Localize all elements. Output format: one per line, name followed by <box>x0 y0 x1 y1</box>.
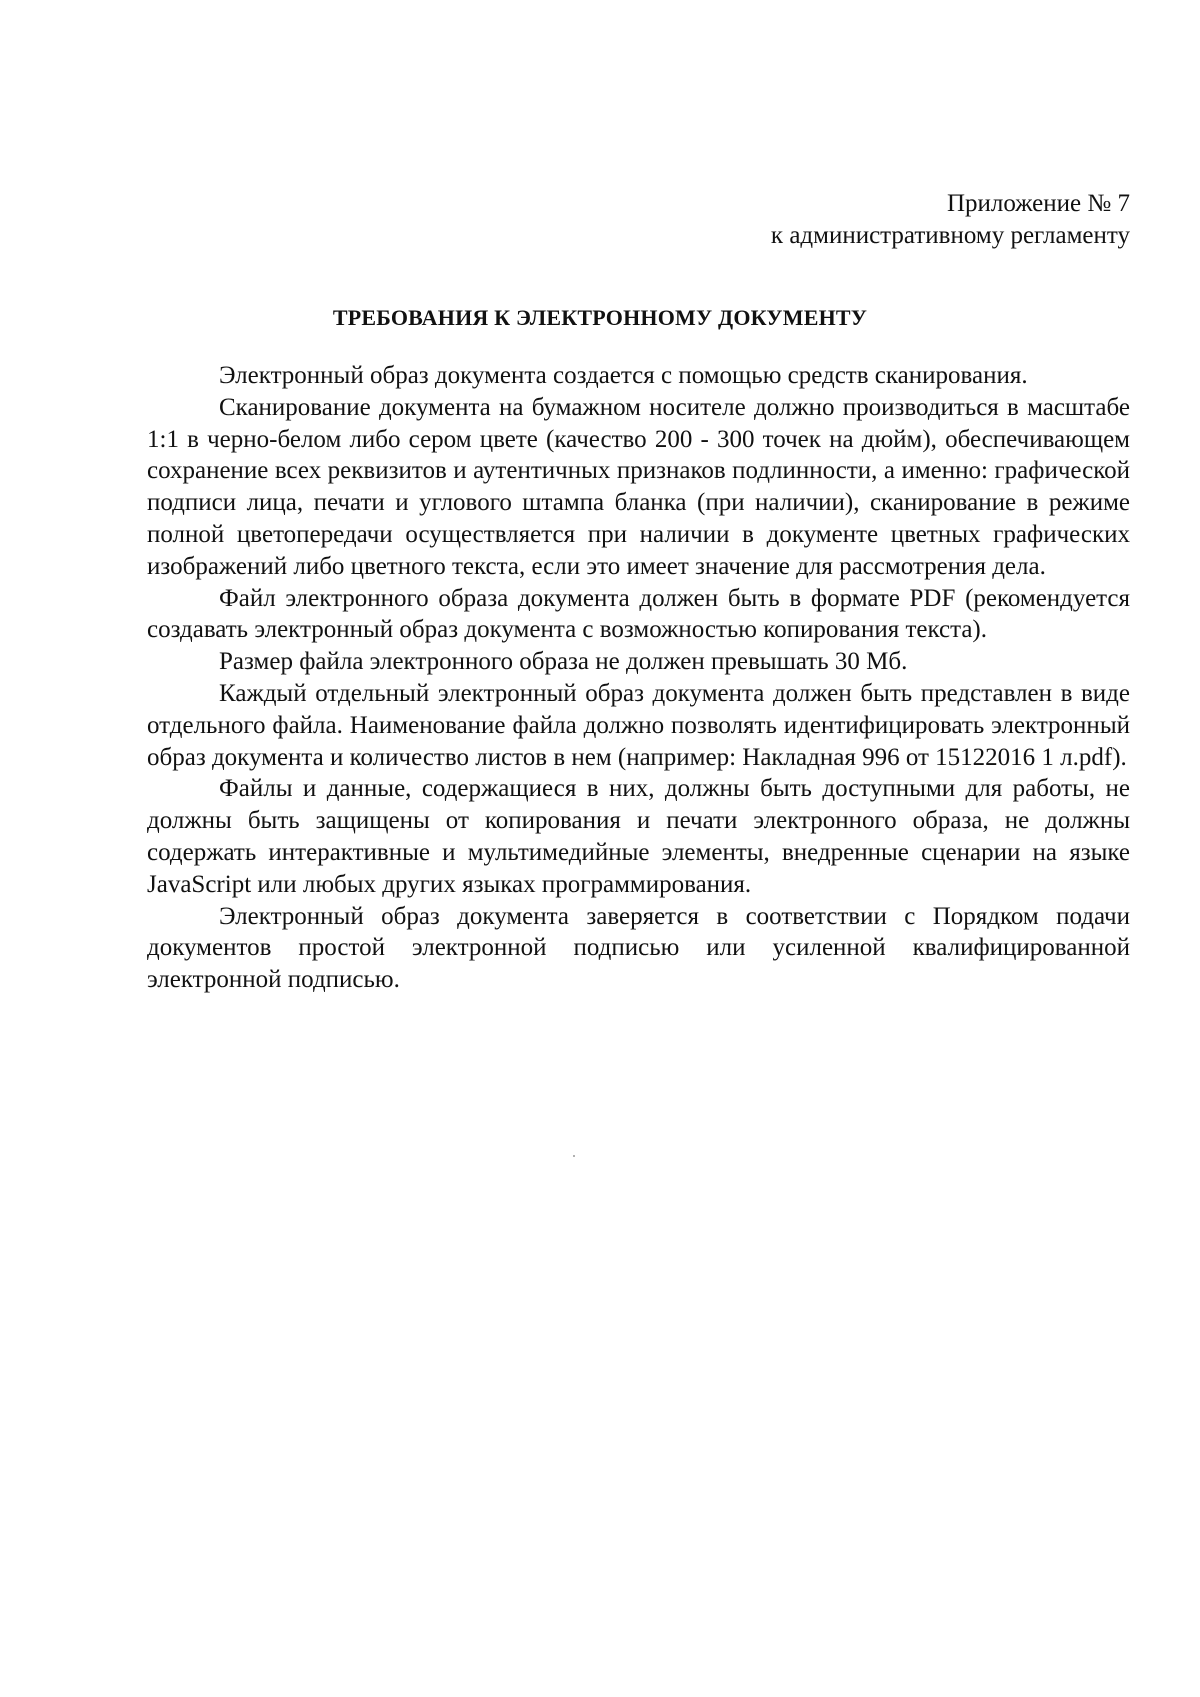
document-body <box>147 360 1130 996</box>
paragraph: Электронный образ документа заверяется в соответствии с Порядком подачи документов простой электронной подписью или усиленной квалифицированной электронной подписью. <box>147 902 1130 994</box>
paragraph: Электронный образ документа создается с помощью средств сканирования. <box>219 362 1028 389</box>
document-title: ТРЕБОВАНИЯ К ЭЛЕКТРОННОМУ ДОКУМЕНТУ <box>332 305 868 330</box>
appendix-reference: к административному регламенту <box>770 222 1130 249</box>
appendix-number: Приложение № 7 <box>946 190 1130 217</box>
paragraph: Размер файла электронного образа не должен превышать 30 Мб. <box>219 648 908 676</box>
paragraph: Сканирование документа на бумажном носителе должно производиться в масштабе 1:1 в черно-белом либо сером цвете (качество 200 - 300 точек на дюйм), обеспечивающем сохранение всех реквизитов и аутентичных признаков подлинности, а именно: графической подписи лица, печати и углового штампа бланка (при наличии), сканирование в режиме полной цветопередачи осуществляется при наличии в документе цветных графических изображений либо цветного текста, если это имеет значение для рассмотрения дела. <box>147 393 1130 580</box>
paragraph: Файл электронного образа документа должен быть в формате PDF (рекомендуется создавать электронный образ документа с возможностью копирования текста). <box>147 584 1130 644</box>
scan-speck <box>573 1155 575 1157</box>
appendix-header <box>771 188 1130 252</box>
paragraph: Каждый отдельный электронный образ документа должен быть представлен в виде отдельного файла. Наименование файла должно позволять идентифицировать электронный образ документа и количество листов в нем (например: Накладная 996 от 15122016 1 л.pdf). <box>147 679 1130 771</box>
paragraph: Файлы и данные, содержащиеся в них, должны быть доступными для работы, не должны быть защищены от копирования и печати электронного образа, не должны содержать интерактивные и мультимедийные элементы, внедренные сценарии на языке JavaScript или любых других языках программирования. <box>147 775 1130 898</box>
